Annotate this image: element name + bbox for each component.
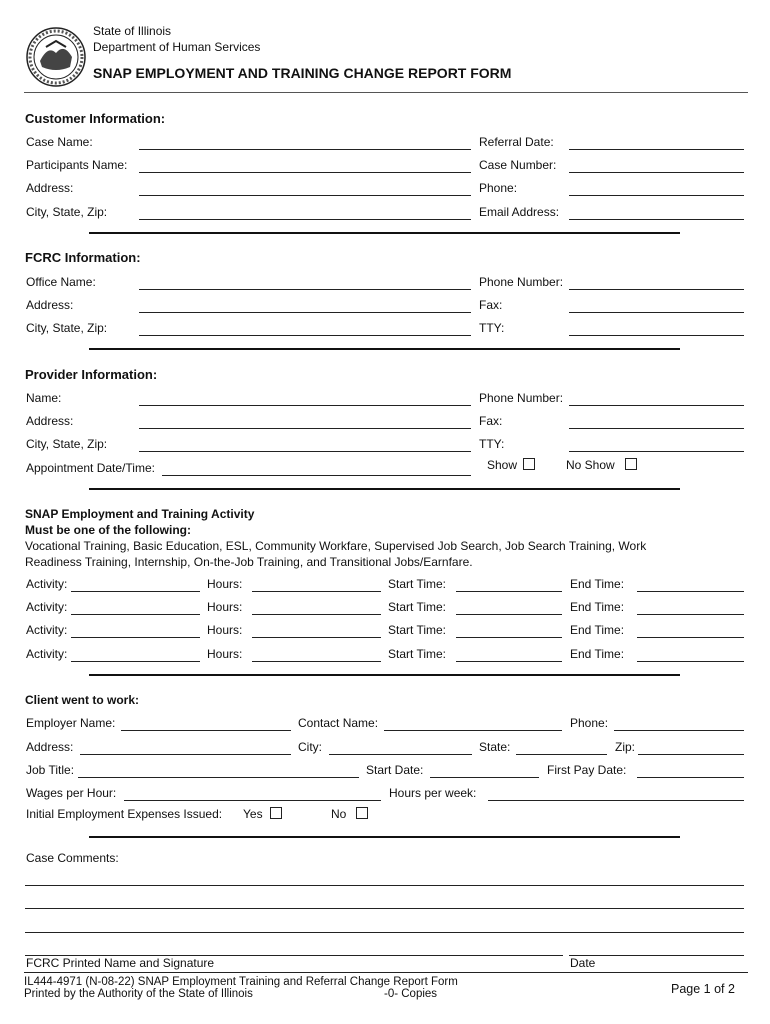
- end-time-label: End Time:: [570, 577, 625, 591]
- customer-address-field[interactable]: [139, 195, 471, 196]
- wages-field[interactable]: [124, 800, 381, 801]
- customer-heading: Customer Information:: [25, 111, 166, 126]
- footer-rule: [24, 972, 748, 973]
- start-date-field[interactable]: [430, 777, 539, 778]
- state-name: State of Illinois: [93, 24, 172, 38]
- hours-label: Hours:: [207, 600, 243, 614]
- activity-field[interactable]: [71, 661, 200, 662]
- participants-name-field[interactable]: [139, 172, 471, 173]
- customer-city-label: City, State, Zip:: [26, 205, 108, 219]
- appointment-label: Appointment Date/Time:: [26, 461, 155, 475]
- fcrc-fax-label: Fax:: [479, 298, 503, 312]
- provider-heading: Provider Information:: [25, 367, 158, 382]
- work-state-label: State:: [479, 740, 511, 754]
- form-id: IL444-4971 (N-08-22) SNAP Employment Training and Referral Change Report Form: [24, 976, 458, 988]
- copies-text: -0- Copies: [384, 988, 438, 1000]
- start-time-label: Start Time:: [388, 647, 447, 661]
- start-time-label: Start Time:: [388, 623, 447, 637]
- header-rule: [24, 92, 748, 93]
- expenses-label: Initial Employment Expenses Issued:: [26, 807, 223, 821]
- activity-heading: SNAP Employment and Training Activity: [25, 507, 255, 521]
- work-phone-label: Phone:: [570, 716, 609, 730]
- fcrc-city-field[interactable]: [139, 335, 471, 336]
- activity-label: Activity:: [26, 623, 68, 637]
- fcrc-tty-label: TTY:: [479, 321, 505, 335]
- end-time-field[interactable]: [637, 591, 744, 592]
- provider-tty-label: TTY:: [479, 437, 505, 451]
- appointment-field[interactable]: [162, 475, 471, 476]
- end-time-label: End Time:: [570, 623, 625, 637]
- hours-label: Hours:: [207, 577, 243, 591]
- activity-field[interactable]: [71, 614, 200, 615]
- hours-field[interactable]: [252, 614, 381, 615]
- expenses-yes-label: Yes: [243, 807, 263, 821]
- end-time-label: End Time:: [570, 647, 625, 661]
- work-heading: Client went to work:: [25, 693, 139, 707]
- activity-description-line2: Readiness Training, Internship, On-the-Job Training, and Transitional Jobs/Earnfare.: [25, 555, 473, 569]
- section-divider: [89, 348, 680, 350]
- section-divider: [89, 836, 680, 838]
- show-label: Show: [487, 458, 518, 472]
- start-date-label: Start Date:: [366, 763, 424, 777]
- end-time-label: End Time:: [570, 600, 625, 614]
- contact-name-field[interactable]: [384, 730, 562, 731]
- first-pay-date-label: First Pay Date:: [547, 763, 627, 777]
- work-address-field[interactable]: [80, 754, 291, 755]
- provider-fax-label: Fax:: [479, 414, 503, 428]
- referral-date-label: Referral Date:: [479, 135, 554, 149]
- provider-city-field[interactable]: [139, 451, 471, 452]
- contact-name-label: Contact Name:: [298, 716, 379, 730]
- section-divider: [89, 232, 680, 234]
- no-show-label: No Show: [566, 458, 615, 472]
- start-time-label: Start Time:: [388, 600, 447, 614]
- case-name-label: Case Name:: [26, 135, 93, 149]
- activity-field[interactable]: [71, 637, 200, 638]
- customer-email-label: Email Address:: [479, 205, 560, 219]
- case-name-field[interactable]: [139, 149, 471, 150]
- hours-field[interactable]: [252, 637, 381, 638]
- no-show-checkbox[interactable]: [625, 458, 637, 470]
- fcrc-address-field[interactable]: [139, 312, 471, 313]
- work-zip-label: Zip:: [615, 740, 636, 754]
- start-time-field[interactable]: [456, 591, 562, 592]
- first-pay-date-field[interactable]: [637, 777, 744, 778]
- provider-address-field[interactable]: [139, 428, 471, 429]
- fcrc-phone-label: Phone Number:: [479, 275, 564, 289]
- customer-city-field[interactable]: [139, 219, 471, 220]
- employer-name-field[interactable]: [121, 730, 291, 731]
- work-city-label: City:: [298, 740, 322, 754]
- job-title-field[interactable]: [78, 777, 359, 778]
- department-name: Department of Human Services: [93, 40, 261, 54]
- customer-email-field[interactable]: [569, 219, 744, 220]
- start-time-field[interactable]: [456, 614, 562, 615]
- activity-subheading: Must be one of the following:: [25, 523, 191, 537]
- section-divider: [89, 674, 680, 676]
- hours-per-week-field[interactable]: [488, 800, 744, 801]
- provider-name-field[interactable]: [139, 405, 471, 406]
- provider-name-label: Name:: [26, 391, 62, 405]
- illinois-seal-logo: [26, 27, 86, 87]
- fcrc-phone-field[interactable]: [569, 289, 744, 290]
- fcrc-heading: FCRC Information:: [25, 250, 141, 265]
- comments-line[interactable]: [25, 885, 744, 886]
- hours-label: Hours:: [207, 623, 243, 637]
- show-checkbox[interactable]: [523, 458, 535, 470]
- hours-label: Hours:: [207, 647, 243, 661]
- case-number-field[interactable]: [569, 172, 744, 173]
- provider-tty-field[interactable]: [569, 451, 744, 452]
- office-name-label: Office Name:: [26, 275, 96, 289]
- work-city-field[interactable]: [329, 754, 472, 755]
- section-divider: [89, 488, 680, 490]
- participants-name-label: Participants Name:: [26, 158, 128, 172]
- hours-field[interactable]: [252, 591, 381, 592]
- work-zip-field[interactable]: [638, 754, 744, 755]
- activity-label: Activity:: [26, 577, 68, 591]
- activity-description-line1: Vocational Training, Basic Education, ESL, Community Workfare, Supervised Job Search, Job Search Training, Work: [25, 539, 647, 553]
- customer-phone-label: Phone:: [479, 181, 518, 195]
- expenses-yes-checkbox[interactable]: [270, 807, 282, 819]
- comments-line[interactable]: [25, 908, 744, 909]
- fcrc-fax-field[interactable]: [569, 312, 744, 313]
- fcrc-city-label: City, State, Zip:: [26, 321, 108, 335]
- job-title-label: Job Title:: [26, 763, 75, 777]
- customer-address-label: Address:: [26, 181, 74, 195]
- hours-field[interactable]: [252, 661, 381, 662]
- work-address-label: Address:: [26, 740, 74, 754]
- case-comments-label: Case Comments:: [26, 851, 119, 865]
- end-time-field[interactable]: [637, 637, 744, 638]
- activity-label: Activity:: [26, 600, 68, 614]
- hours-per-week-label: Hours per week:: [389, 786, 477, 800]
- page-number: Page 1 of 2: [671, 982, 735, 996]
- wages-label: Wages per Hour:: [26, 786, 117, 800]
- work-phone-field[interactable]: [614, 730, 744, 731]
- case-number-label: Case Number:: [479, 158, 557, 172]
- expenses-no-label: No: [331, 807, 347, 821]
- start-time-label: Start Time:: [388, 577, 447, 591]
- activity-label: Activity:: [26, 647, 68, 661]
- authority-text: Printed by the Authority of the State of Illinois: [24, 988, 253, 1000]
- form-title: SNAP EMPLOYMENT AND TRAINING CHANGE REPORT FORM: [93, 65, 512, 81]
- customer-phone-field[interactable]: [569, 195, 744, 196]
- start-time-field[interactable]: [456, 637, 562, 638]
- provider-address-label: Address:: [26, 414, 74, 428]
- start-time-field[interactable]: [456, 661, 562, 662]
- provider-phone-label: Phone Number:: [479, 391, 564, 405]
- provider-phone-field[interactable]: [569, 405, 744, 406]
- provider-city-label: City, State, Zip:: [26, 437, 108, 451]
- end-time-field[interactable]: [637, 614, 744, 615]
- activity-field[interactable]: [71, 591, 200, 592]
- expenses-no-checkbox[interactable]: [356, 807, 368, 819]
- signature-date-label: Date: [570, 956, 596, 970]
- end-time-field[interactable]: [637, 661, 744, 662]
- fcrc-address-label: Address:: [26, 298, 74, 312]
- work-state-field[interactable]: [516, 754, 607, 755]
- provider-fax-field[interactable]: [569, 428, 744, 429]
- referral-date-field[interactable]: [569, 149, 744, 150]
- employer-name-label: Employer Name:: [26, 716, 116, 730]
- fcrc-tty-field[interactable]: [569, 335, 744, 336]
- signature-label: FCRC Printed Name and Signature: [26, 956, 215, 970]
- office-name-field[interactable]: [139, 289, 471, 290]
- comments-line[interactable]: [25, 932, 744, 933]
